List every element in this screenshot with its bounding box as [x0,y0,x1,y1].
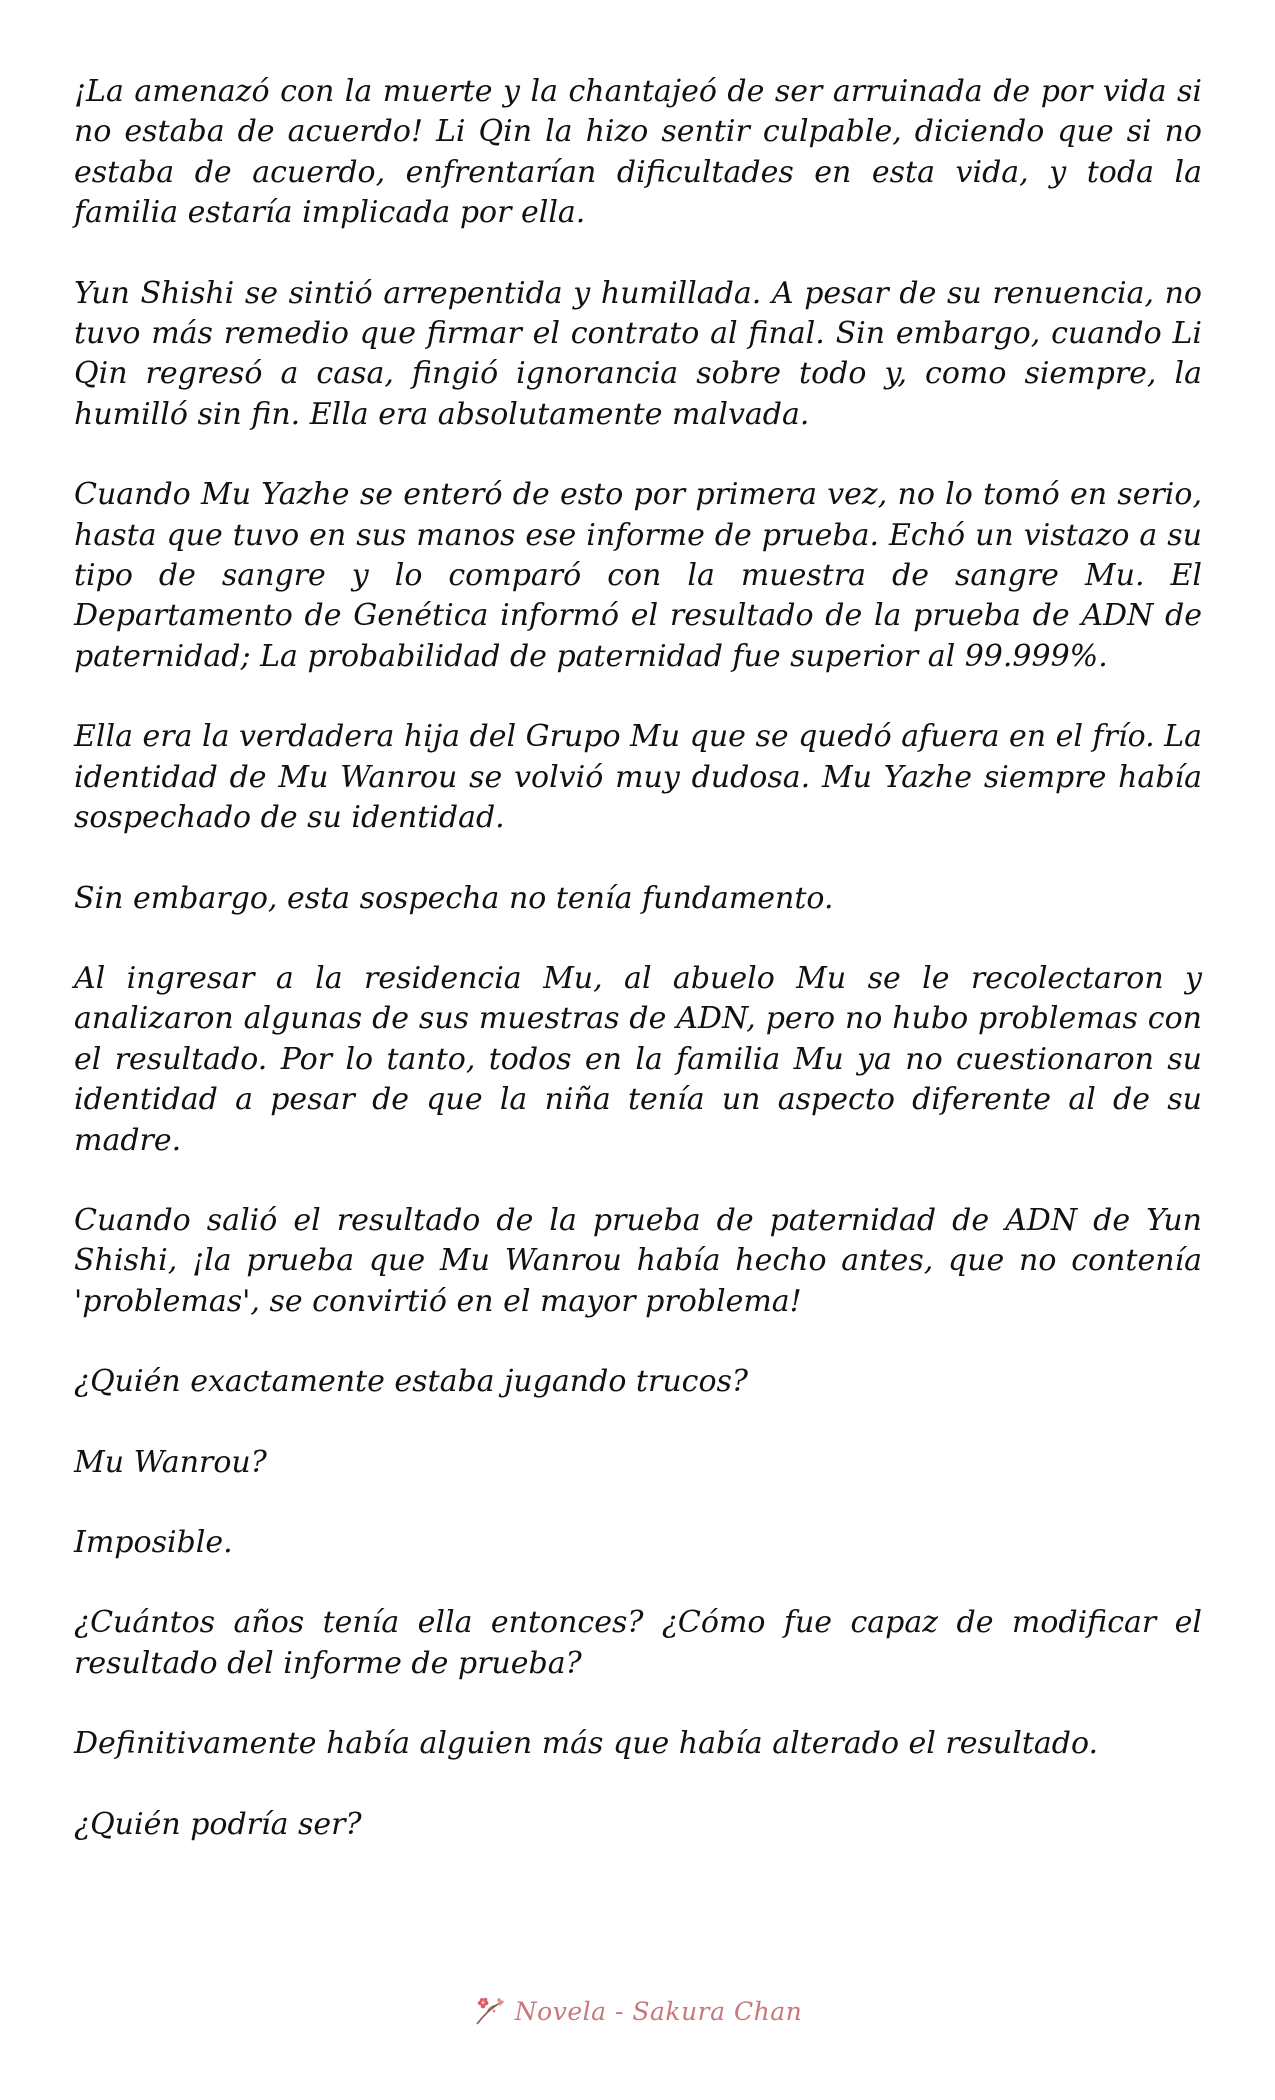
watermark-text: Novela - Sakura Chan [514,1996,803,2026]
paragraph-10: Imposible. [74,1524,233,1560]
paragraph-2: Yun Shishi se sintió arrepentida y humillada. A pesar de su renuencia, no tuvo más remedio que firmar el contrato al final. Sin embargo, cuando Li Qin regresó a casa, fingió ignorancia sobre todo y, como siempre, la humilló sin fin. Ella era absolutamente malvada. [74,275,1202,432]
watermark [0,1986,1275,2036]
cherry-blossom-icon [473,1994,507,2028]
paragraph-8: ¿Quién exactamente estaba jugando trucos? [74,1364,748,1400]
paragraph-4: Ella era la verdadera hija del Grupo Mu que se quedó afuera en el frío. La identidad de Mu Wanrou se volvió muy dudosa. Mu Yazhe siempre había sospechado de su identidad. [74,719,1202,836]
paragraph-6: Al ingresar a la residencia Mu, al abuelo Mu se le recolectaron y analizaron algunas de sus muestras de ADN, pero no hubo problemas con el resultado. Por lo tanto, todos en la familia Mu ya no cuestionaron su identidad a pesar de que la niña tenía un aspecto diferente al de su madre. [74,960,1202,1158]
paragraph-12: Definitivamente había alguien más que había alterado el resultado. [74,1726,1099,1762]
paragraph-5: Sin embargo, esta sospecha no tenía fundamento. [74,880,834,916]
paragraph-1: ¡La amenazó con la muerte y la chantajeó de ser arruinada de por vida si no estaba de acuerdo! Li Qin la hizo sentir culpable, diciendo que si no estaba de acuerdo, enfrentarían dificultades en esta vida, y toda la familia estaría implicada por ella. [74,74,1202,231]
paragraph-13: ¿Quién podría ser? [74,1806,362,1842]
paragraph-3: Cuando Mu Yazhe se enteró de esto por primera vez, no lo tomó en serio, hasta que tuvo en sus manos ese informe de prueba. Echó un vistazo a su tipo de sangre y lo comparó con la muestra de sangre Mu. El Departamento de Genética informó el resultado de la prueba de ADN de paternidad; La probabilidad de paternidad fue superior al 99.999%. [74,477,1202,674]
paragraph-9: Mu Wanrou? [74,1444,267,1480]
document-body [74,72,1202,1885]
paragraph-7: Cuando salió el resultado de la prueba de paternidad de ADN de Yun Shishi, ¡la prueba que Mu Wanrou había hecho antes, que no contenía 'problemas', se convirtió en el mayor problema! [74,1202,1202,1319]
paragraph-11: ¿Cuántos años tenía ella entonces? ¿Cómo fue capaz de modificar el resultado del informe de prueba? [74,1605,1202,1681]
